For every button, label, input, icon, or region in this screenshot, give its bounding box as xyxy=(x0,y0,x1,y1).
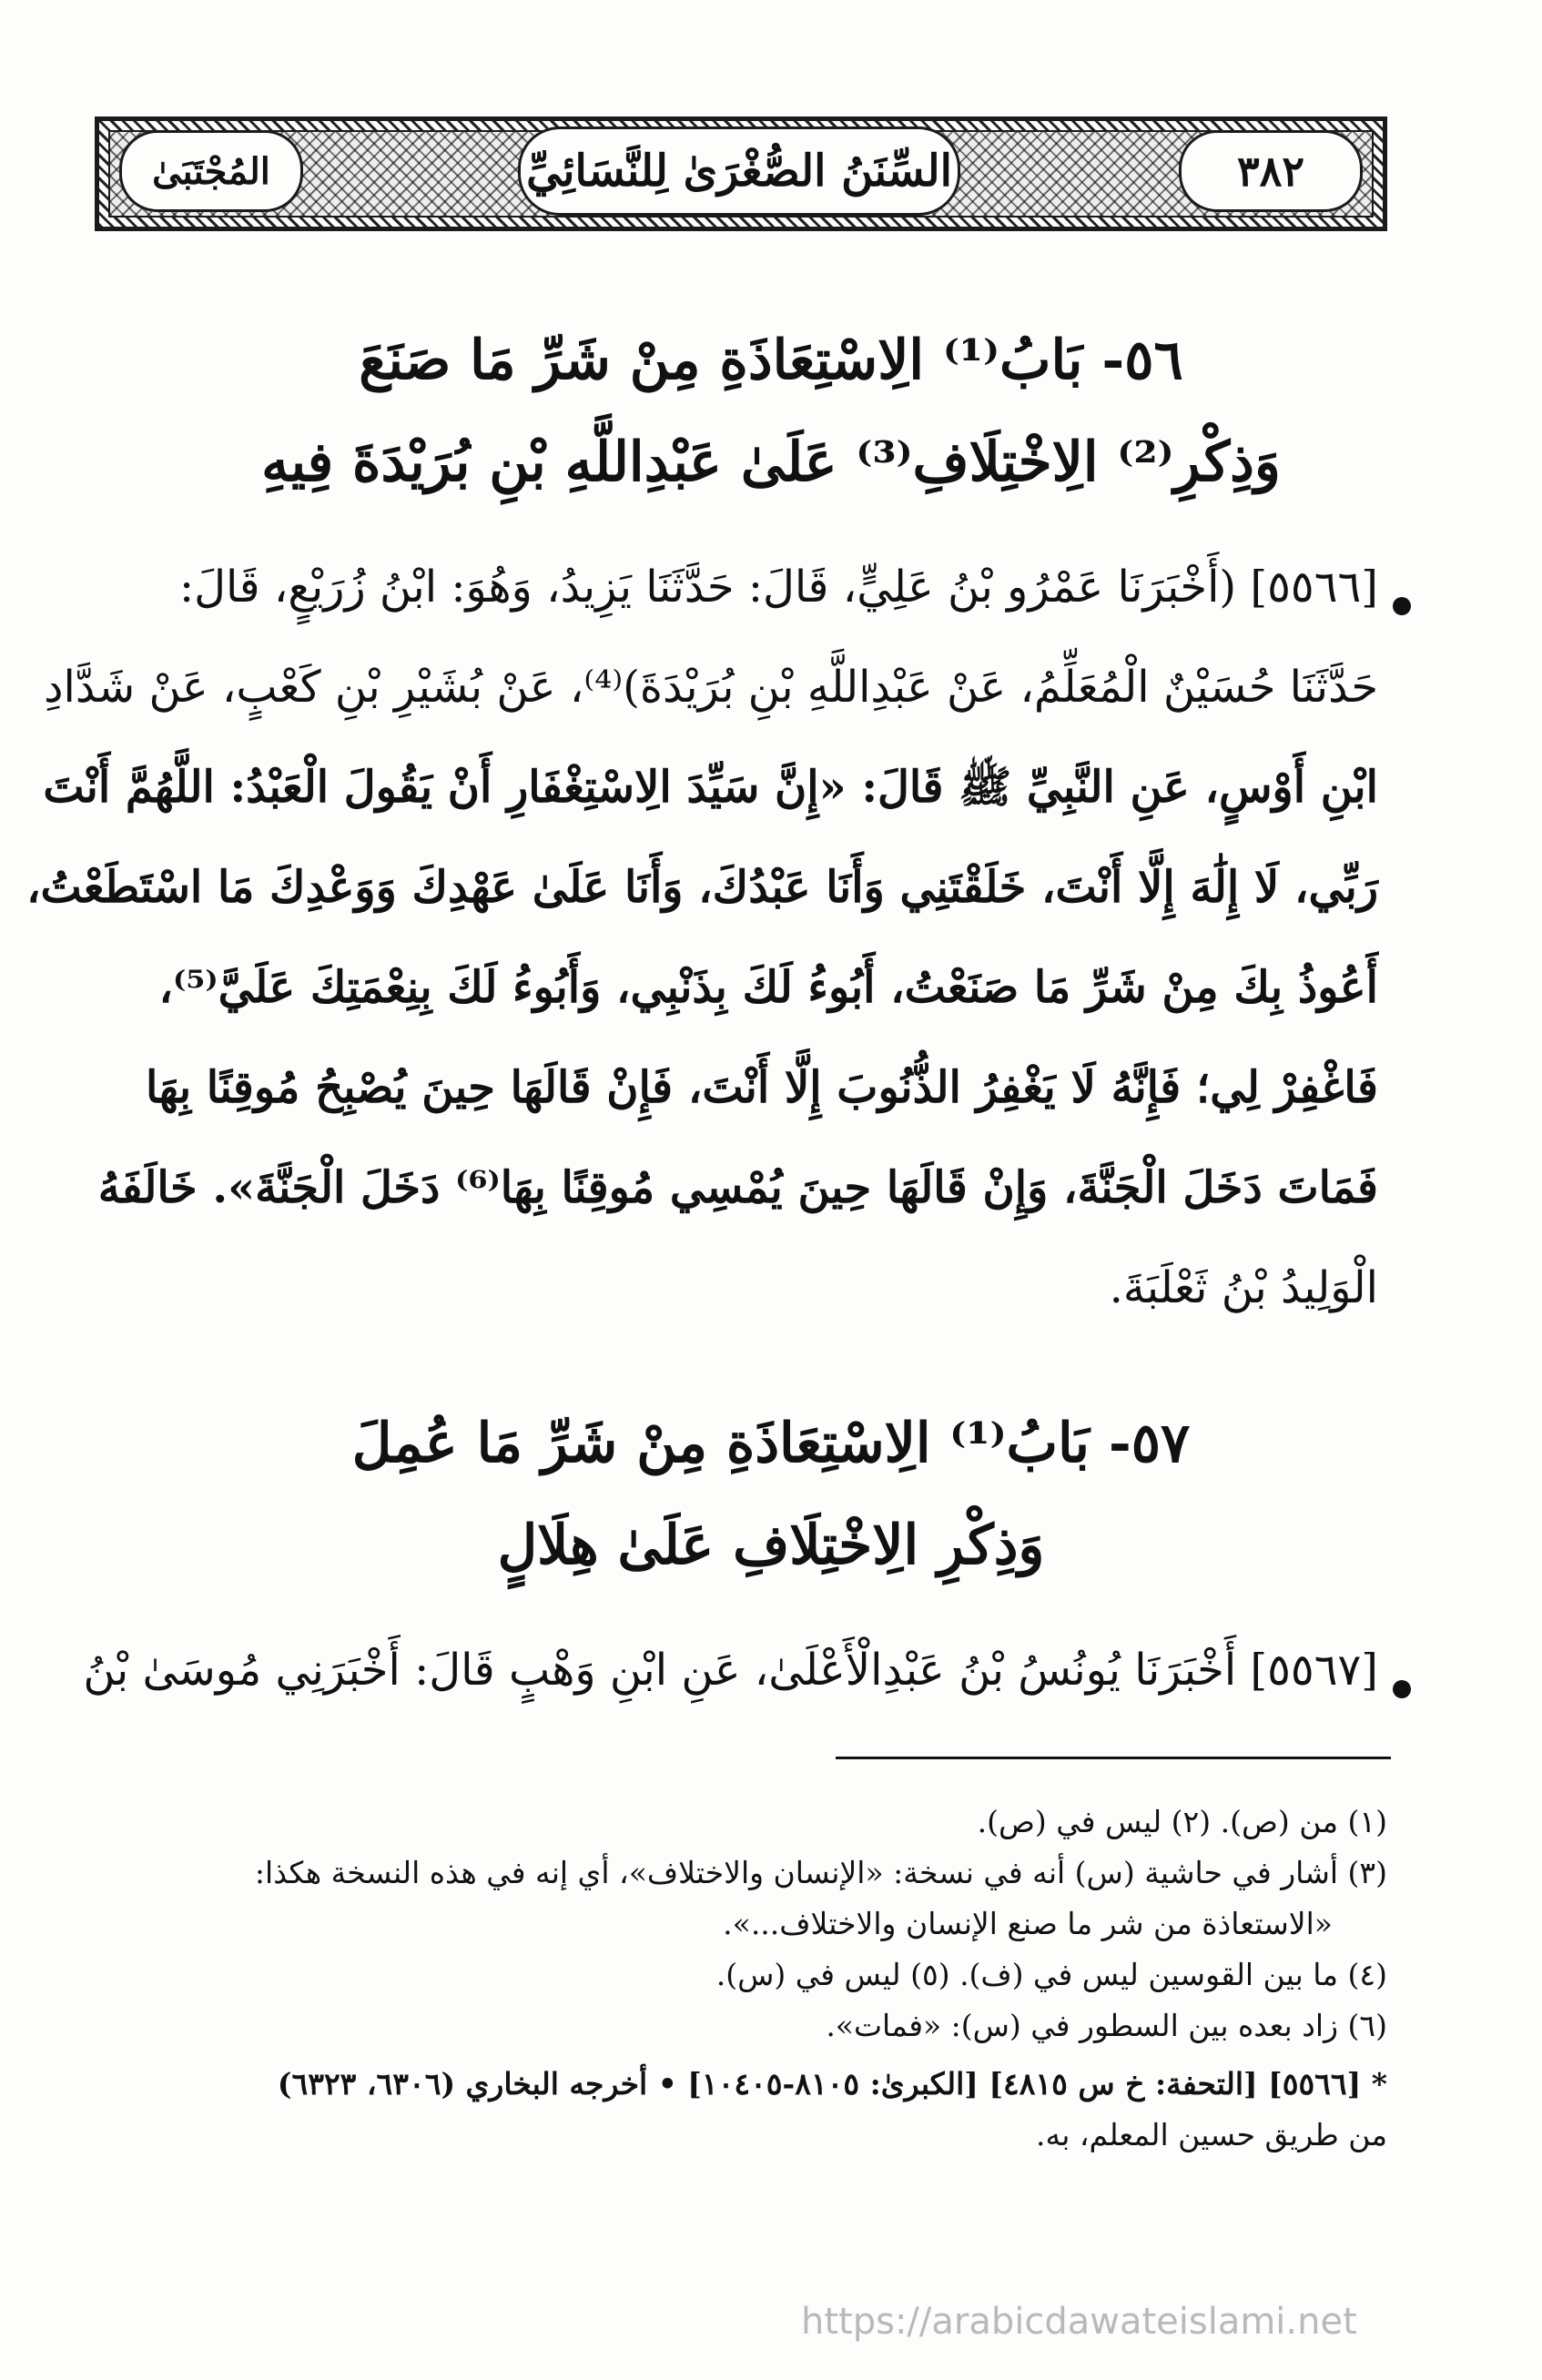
chapter-56-line-2: وَذِكْرِ⁽²⁾ الِاخْتِلَافِ⁽³⁾ عَلَىٰ عَبْدِاللَّهِ بْنِ بُرَيْدَةَ فِيهِ xyxy=(261,430,1281,494)
footnotes xyxy=(95,1797,1387,2161)
hadith-line: فَاغْفِرْ لِي؛ فَإِنَّهُ لَا يَغْفِرُ الذُّنُوبَ إِلَّا أَنْتَ، فَإِنْ قَالَهَا حِينَ يُصْبِحُ مُوقِنًا بِهَا xyxy=(145,1062,1378,1113)
footnote-line: (١) من (ص). (٢) ليس في (ص). xyxy=(977,1804,1387,1839)
bullet-icon xyxy=(1393,597,1411,615)
chapter-57-line-1: ٥٧- بَابُ⁽¹⁾ الِاسْتِعَاذَةِ مِنْ شَرِّ مَا عُمِلَ xyxy=(351,1412,1191,1475)
footnote-separator xyxy=(836,1757,1391,1759)
footnote-line: «الاستعاذة من شر ما صنع الإنسان والاختلاف...». xyxy=(723,1906,1333,1941)
chapter-56-heading xyxy=(146,309,1396,513)
hadith-line: رَبِّي، لَا إِلَٰهَ إِلَّا أَنْتَ، خَلَقْتَنِي وَأَنَا عَبْدُكَ، وَأَنَا عَلَىٰ عَهْدِكَ وَوَعْدِكَ مَا اسْتَطَعْتُ، xyxy=(26,862,1378,913)
takhrij-note: من طريق حسين المعلم، به. xyxy=(1036,2117,1387,2152)
running-title: السِّنَنُ الصُّغْرَىٰ لِلنَّسَائِيِّ xyxy=(518,127,960,216)
chapter-57-heading xyxy=(146,1393,1396,1596)
hadith-5567 xyxy=(83,1620,1378,1720)
book-badge: المُجْتَبَىٰ xyxy=(119,130,303,212)
bullet-icon xyxy=(1393,1680,1411,1698)
chapter-57-line-2: وَذِكْرِ الِاخْتِلَافِ عَلَىٰ هِلَالٍ xyxy=(497,1514,1045,1577)
hadith-line: حَدَّثَنَا حُسَيْنٌ الْمُعَلِّمُ، عَنْ عَبْدِاللَّهِ بْنِ بُرَيْدَةَ)⁽⁴⁾، عَنْ بُشَيْرِ بْنِ كَعْبٍ، عَنْ شَدَّادِ xyxy=(44,662,1378,713)
chapter-56-line-1: ٥٦- بَابُ⁽¹⁾ الِاسْتِعَاذَةِ مِنْ شَرِّ مَا صَنَعَ xyxy=(359,329,1183,392)
hadith-line: [٥٥٦٦] (أَخْبَرَنَا عَمْرُو بْنُ عَلِيٍّ، قَالَ: حَدَّثَنَا يَزِيدُ، وَهُوَ: ابْنُ زُرَيْعٍ، قَالَ: xyxy=(178,562,1378,613)
takhrij-note: * [٥٥٦٦] [التحفة: خ س ٤٨١٥] [الكبرىٰ: ٨١٠٥-١٠٤٠٥] • أخرجه البخاري (٦٣٠٦، ٦٣٢٣) xyxy=(277,2066,1387,2101)
page-header-banner xyxy=(95,116,1387,231)
hadith-line: ابْنِ أَوْسٍ، عَنِ النَّبِيِّ ﷺ قَالَ: «إِنَّ سَيِّدَ الِاسْتِغْفَارِ أَنْ يَقُولَ الْعَبْدُ: اللَّهُمَّ أَنْتَ xyxy=(43,762,1378,813)
footnote-line: (٦) زاد بعده بين السطور في (س): «فمات». xyxy=(826,2008,1387,2043)
hadith-line: [٥٥٦٧] أَخْبَرَنَا يُونُسُ بْنُ عَبْدِالْأَعْلَىٰ، عَنِ ابْنِ وَهْبٍ قَالَ: أَخْبَرَنِي مُوسَىٰ بْنُ xyxy=(83,1645,1378,1696)
footnote-line: (٤) ما بين القوسين ليس في (ف). (٥) ليس في (س). xyxy=(715,1957,1387,1992)
page-number: ٣٨٢ xyxy=(1179,130,1363,212)
hadith-line: فَمَاتَ دَخَلَ الْجَنَّةَ، وَإِنْ قَالَهَا حِينَ يُمْسِي مُوقِنًا بِهَا⁽⁶⁾ دَخَلَ الْجَنَّةَ». خَالَفَهُ xyxy=(97,1162,1378,1213)
hadith-5566 xyxy=(26,537,1378,1338)
watermark-url: https://arabicdawateislami.net xyxy=(801,2301,1357,2343)
hadith-line: أَعُوذُ بِكَ مِنْ شَرِّ مَا صَنَعْتُ، أَبُوءُ لَكَ بِذَنْبِي، وَأَبُوءُ لَكَ بِنِعْمَتِكَ عَلَيَّ⁽⁵⁾، xyxy=(158,962,1378,1013)
footnote-line: (٣) أشار في حاشية (س) أنه في نسخة: «الإنسان والاختلاف»، أي إنه في هذه النسخة هكذا: xyxy=(254,1855,1387,1890)
hadith-line: الْوَلِيدُ بْنُ ثَعْلَبَةَ. xyxy=(1109,1262,1378,1313)
